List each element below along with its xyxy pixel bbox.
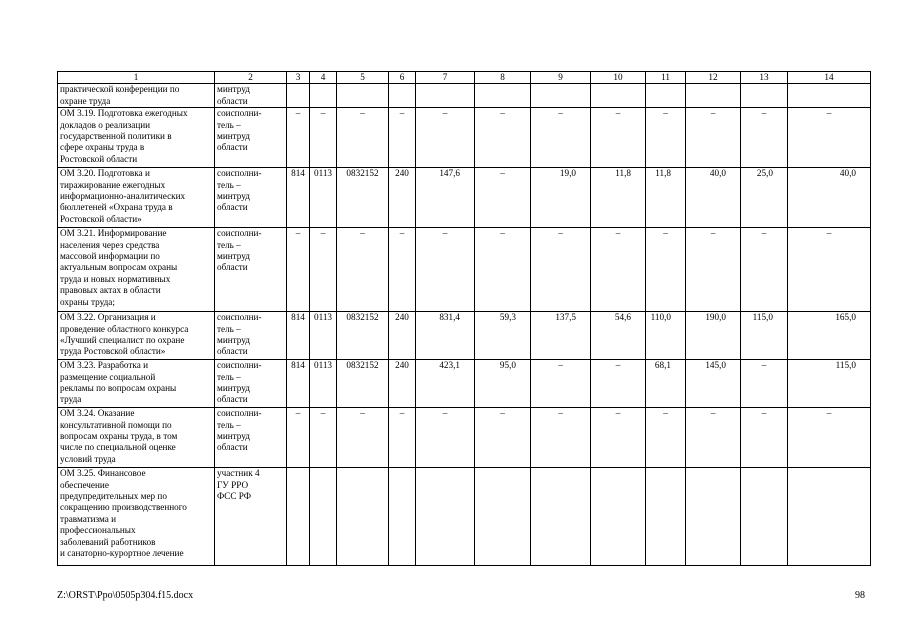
code-cell: 0832152 — [337, 312, 389, 360]
activity-cell: ОМ 3.25. Финансовое обеспечение предупредительных мер по сокращению производственного травматизма и профессиональных заболеваний работников и санаторно-курортное лечение — [58, 468, 215, 566]
amount-cell: – — [686, 408, 741, 468]
amount-cell: – — [741, 108, 788, 168]
executor-cell: соисполни- тель – минтруд области — [215, 360, 287, 408]
code-cell: – — [287, 108, 310, 168]
column-number-header: 1 — [58, 72, 215, 84]
activity-cell: ОМ 3.19. Подготовка ежегодных докладов о реализации государственной политики в сфере охраны труда в Ростовской области — [58, 108, 215, 168]
code-cell: 814 — [287, 168, 310, 228]
code-cell: – — [337, 408, 389, 468]
amount-cell — [788, 468, 871, 566]
amount-cell — [591, 84, 646, 108]
code-cell — [310, 84, 337, 108]
code-cell: – — [287, 408, 310, 468]
column-number-header: 7 — [416, 72, 475, 84]
amount-cell: 68,1 — [646, 360, 686, 408]
code-cell: 814 — [287, 312, 310, 360]
amount-cell: – — [475, 228, 531, 312]
amount-cell: 40,0 — [788, 168, 871, 228]
code-cell — [337, 468, 389, 566]
amount-cell: 11,8 — [591, 168, 646, 228]
amount-cell: – — [686, 108, 741, 168]
code-cell — [337, 84, 389, 108]
table-row — [58, 228, 871, 312]
amount-cell: – — [591, 408, 646, 468]
amount-cell — [646, 84, 686, 108]
code-cell: 0113 — [310, 360, 337, 408]
column-number-header: 2 — [215, 72, 287, 84]
amount-cell: 25,0 — [741, 168, 788, 228]
code-cell: – — [310, 108, 337, 168]
amount-cell: 831,4 — [416, 312, 475, 360]
page-number: 98 — [855, 590, 865, 601]
amount-cell — [646, 468, 686, 566]
header-row — [58, 72, 871, 84]
code-cell: 240 — [389, 360, 416, 408]
table-row — [58, 468, 871, 566]
code-cell: 0832152 — [337, 168, 389, 228]
code-cell: 0113 — [310, 168, 337, 228]
amount-cell: 11,8 — [646, 168, 686, 228]
code-cell — [389, 84, 416, 108]
amount-cell: – — [788, 108, 871, 168]
code-cell: 0832152 — [337, 360, 389, 408]
amount-cell — [591, 468, 646, 566]
activity-cell: ОМ 3.23. Разработка и размещение социальной рекламы по вопросам охраны труда — [58, 360, 215, 408]
column-number-header: 9 — [531, 72, 591, 84]
amount-cell: – — [741, 228, 788, 312]
code-cell: – — [389, 408, 416, 468]
executor-cell: соисполни- тель – минтруд области — [215, 228, 287, 312]
code-cell: – — [337, 108, 389, 168]
amount-cell: – — [741, 360, 788, 408]
column-number-header: 8 — [475, 72, 531, 84]
amount-cell: 95,0 — [475, 360, 531, 408]
amount-cell: – — [475, 168, 531, 228]
activity-cell: ОМ 3.20. Подготовка и тиражирование ежегодных информационно-аналитических бюллетеней «Охрана труда в Ростовской области» — [58, 168, 215, 228]
amount-cell: – — [646, 408, 686, 468]
amount-cell — [531, 84, 591, 108]
code-cell: – — [389, 228, 416, 312]
table-row — [58, 312, 871, 360]
amount-cell — [416, 84, 475, 108]
table-row — [58, 108, 871, 168]
amount-cell — [788, 84, 871, 108]
column-number-header: 4 — [310, 72, 337, 84]
code-cell: – — [310, 408, 337, 468]
amount-cell: – — [475, 408, 531, 468]
executor-cell: соисполни- тель – минтруд области — [215, 108, 287, 168]
amount-cell: 115,0 — [741, 312, 788, 360]
code-cell: – — [337, 228, 389, 312]
code-cell — [389, 468, 416, 566]
amount-cell — [686, 84, 741, 108]
amount-cell: – — [531, 108, 591, 168]
amount-cell: – — [646, 228, 686, 312]
executor-cell: соисполни- тель – минтруд области — [215, 312, 287, 360]
column-number-header: 5 — [337, 72, 389, 84]
amount-cell: – — [591, 228, 646, 312]
amount-cell: 40,0 — [686, 168, 741, 228]
code-cell — [310, 468, 337, 566]
amount-cell: 59,3 — [475, 312, 531, 360]
code-cell: 240 — [389, 168, 416, 228]
code-cell: 240 — [389, 312, 416, 360]
amount-cell: 165,0 — [788, 312, 871, 360]
code-cell: – — [287, 228, 310, 312]
table-row — [58, 360, 871, 408]
amount-cell: 19,0 — [531, 168, 591, 228]
code-cell — [287, 84, 310, 108]
amount-cell: – — [788, 408, 871, 468]
amount-cell: 147,6 — [416, 168, 475, 228]
amount-cell: – — [475, 108, 531, 168]
budget-table — [57, 71, 871, 566]
amount-cell: 54,6 — [591, 312, 646, 360]
amount-cell: – — [531, 360, 591, 408]
amount-cell — [741, 468, 788, 566]
amount-cell: – — [416, 408, 475, 468]
column-number-header: 10 — [591, 72, 646, 84]
code-cell — [287, 468, 310, 566]
amount-cell — [475, 468, 531, 566]
table-row — [58, 84, 871, 108]
amount-cell: 115,0 — [788, 360, 871, 408]
activity-cell: ОМ 3.22. Организация и проведение областного конкурса «Лучший специалист по охране труда Ростовской области» — [58, 312, 215, 360]
amount-cell — [416, 468, 475, 566]
code-cell: – — [310, 228, 337, 312]
column-number-header: 14 — [788, 72, 871, 84]
file-path-footer: Z:\ORST\Ppo\0505p304.f15.docx — [57, 590, 194, 601]
executor-cell: соисполни- тель – минтруд области — [215, 168, 287, 228]
amount-cell: 145,0 — [686, 360, 741, 408]
amount-cell: – — [591, 360, 646, 408]
amount-cell — [741, 84, 788, 108]
amount-cell: – — [646, 108, 686, 168]
amount-cell: 110,0 — [646, 312, 686, 360]
column-number-header: 11 — [646, 72, 686, 84]
executor-cell: минтруд области — [215, 84, 287, 108]
amount-cell: – — [591, 108, 646, 168]
activity-cell: ОМ 3.21. Информирование населения через средства массовой информации по актуальным вопросам охраны труда и новых нормативных правовых актах в области охраны труда; — [58, 228, 215, 312]
column-number-header: 6 — [389, 72, 416, 84]
code-cell: 0113 — [310, 312, 337, 360]
amount-cell: – — [686, 228, 741, 312]
amount-cell: 190,0 — [686, 312, 741, 360]
amount-cell: – — [531, 408, 591, 468]
activity-cell: ОМ 3.24. Оказание консультативной помощи по вопросам охраны труда, в том числе по специальной оценке условий труда — [58, 408, 215, 468]
amount-cell — [475, 84, 531, 108]
amount-cell: – — [416, 228, 475, 312]
table-row — [58, 168, 871, 228]
amount-cell: – — [416, 108, 475, 168]
amount-cell: – — [788, 228, 871, 312]
amount-cell: 423,1 — [416, 360, 475, 408]
table-row — [58, 408, 871, 468]
amount-cell: 137,5 — [531, 312, 591, 360]
column-number-header: 12 — [686, 72, 741, 84]
amount-cell: – — [741, 408, 788, 468]
column-number-header: 13 — [741, 72, 788, 84]
amount-cell — [531, 468, 591, 566]
amount-cell: – — [531, 228, 591, 312]
executor-cell: участник 4 ГУ РРО ФСС РФ — [215, 468, 287, 566]
column-number-header: 3 — [287, 72, 310, 84]
activity-cell: практической конференции по охране труда — [58, 84, 215, 108]
code-cell: – — [389, 108, 416, 168]
amount-cell — [686, 468, 741, 566]
executor-cell: соисполни- тель – минтруд области — [215, 408, 287, 468]
code-cell: 814 — [287, 360, 310, 408]
